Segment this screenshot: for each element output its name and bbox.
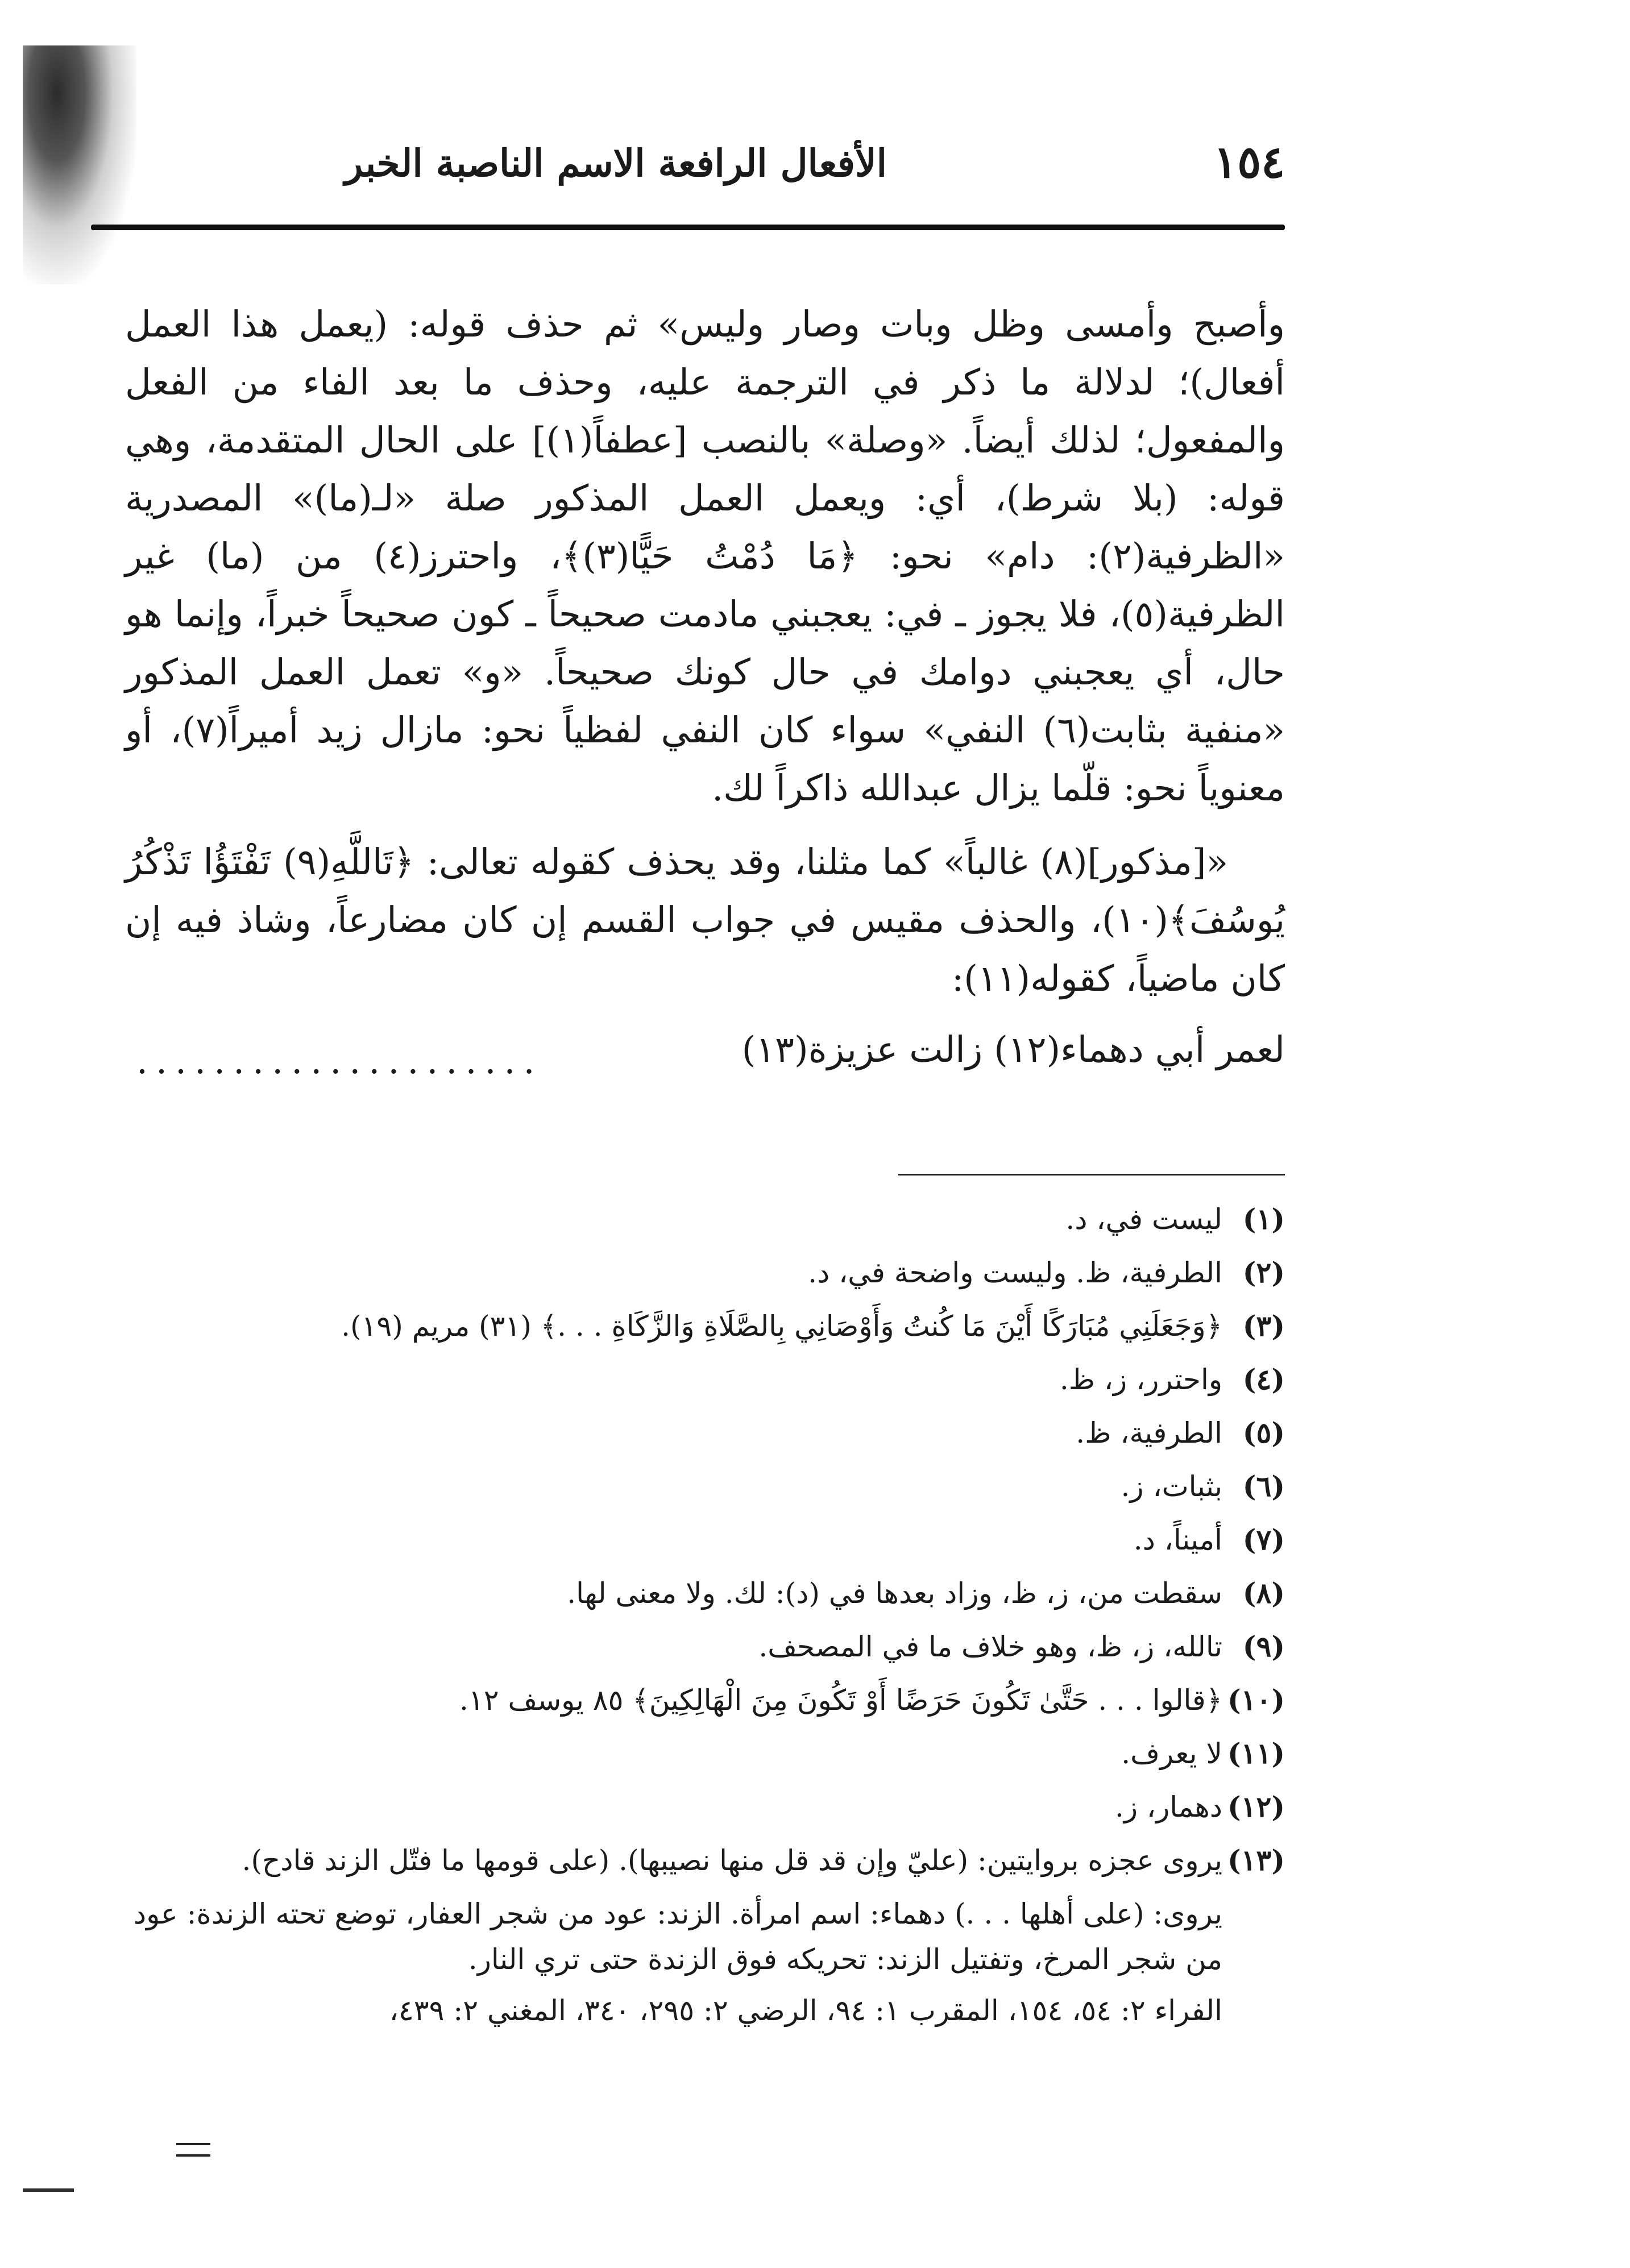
footnote [125,1784,1285,1830]
footnote-text: الطرفية، ظ. [1076,1417,1222,1449]
page-header [102,136,1296,210]
main-text [125,296,1285,1024]
footnote [125,1357,1285,1402]
verse-first-hemistich: لعمر أبي دهماء(١٢) زالت عزيزة(١٣) [741,1029,1285,1070]
footnote-continuation: يروى: (على أهلها . . .) دهماء: اسم امرأة. الزند: عود من شجر العفار، توضع تحته الزندة: عود من شجر المرخ، وتفتيل الزند: تحريكه فوق الزندة حتى تري النار. [133,1897,1222,1976]
footnote-number: (٩) [1242,1630,1285,1663]
footnote [125,1410,1285,1456]
footnote-number: (١١) [1227,1737,1285,1770]
footnote-text: دهمار، ز. [1115,1791,1222,1823]
footnote-text: يروى عجزه بروايتين: (عليّ وإن قد قل منها نصيبها). (على قومها ما فتّل الزند قادح). [242,1844,1222,1877]
footnote [125,1838,1285,1883]
footnote [125,1303,1285,1349]
footnote-separator [898,1174,1285,1175]
footnote-text: أميناً، د. [1133,1523,1222,1556]
footnote-text: لا يعرف. [1121,1737,1222,1770]
footnote [125,1571,1285,1616]
verse-second-hemistich: ..................... [136,1040,543,1082]
footnote [125,1197,1285,1242]
footnote-text: ﴿قالوا . . . حَتَّىٰ تَكُونَ حَرَضًا أَوْ تَكُونَ مِنَ الْهَالِكِينَ﴾ ٨٥ يوسف ١٢. [459,1684,1222,1717]
footnote [125,1677,1285,1723]
footnote [125,1731,1285,1776]
scan-mark-bottom [23,2188,74,2192]
footnote-number: (٣) [1242,1309,1285,1343]
footnote-number: (١) [1242,1202,1285,1236]
footnote [125,1624,1285,1669]
footnote-number: (٧) [1242,1523,1285,1556]
book-page [102,0,1296,2268]
footnote-text: تالله، ز، ظ، وهو خلاف ما في المصحف. [758,1630,1222,1663]
footnote-text: بثبات، ز. [1121,1470,1222,1503]
footnote [125,1250,1285,1295]
footnote-number: (١٠) [1227,1683,1285,1717]
footnote-text: الطرفية، ظ. وليست واضحة في، د. [808,1256,1222,1289]
header-rule [91,225,1285,230]
footnote-number: (١٢) [1227,1790,1285,1823]
footnote-references: الفراء ٢: ٥٤، ١٥٤، المقرب ١: ٩٤، الرضي ٢: ٢٩٥، ٣٤٠، المغني ٢: ٤٣٩، [389,1994,1222,2027]
footnote [125,1517,1285,1563]
footnote-number: (٢) [1242,1256,1285,1289]
footnote-number: (٤) [1242,1363,1285,1396]
footnotes [125,1197,1285,2039]
running-head: الأفعال الرافعة الاسم الناصبة الخبر [345,141,887,185]
footnote-text: سقطت من، ز، ظ، وزاد بعدها في (د): لك. ولا معنى لها. [567,1577,1222,1610]
footnote-number: (١٣) [1227,1843,1285,1877]
footnote-text: ليست في، د. [1065,1203,1222,1236]
footnote-text: ﴿وَجَعَلَنِي مُبَارَكًا أَيْنَ مَا كُنتُ وَأَوْصَانِي بِالصَّلَاةِ وَالزَّكَاةِ . . .﴾ (٣١) مريم (١٩). [341,1310,1222,1343]
footnote [125,1464,1285,1509]
double-rule-mark [176,2143,210,2157]
footnote-text: واحترر، ز، ظ. [1059,1363,1222,1396]
footnote-number: (٦) [1242,1469,1285,1503]
footnote-number: (٥) [1242,1416,1285,1449]
paragraph-1: وأصبح وأمسى وظل وبات وصار وليس» ثم حذف قوله: (يعمل هذا العمل أفعال)؛ لدلالة ما ذكر في الترجمة عليه، وحذف ما بعد الفاء من الفعل والمفعول؛ لذلك أيضاً. «وصلة» بالنصب [عطفاً(١)] على الحال المتقدمة، وهي قوله: (بلا شرط)، أي: ويعمل العمل المذكور صلة «لـ(ما)» المصدرية «الظرفية(٢): دام» نحو: ﴿مَا دُمْتُ حَيًّا(٣)﴾، واحترز(٤) من (ما) غير الظرفية(٥)، فلا يجوز ـ في: يعجبني مادمت صحيحاً ـ كون صحيحاً خبراً، وإنما هو حال، أي يعجبني دوامك في حال كونك صحيحاً. «و» تعمل العمل المذكور «منفية بثابت(٦) النفي» سواء كان النفي لفظياً نحو: مازال زيد أميراً(٧)، أو معنوياً نحو: قلّما يزال عبدالله ذاكراً لك. [125,304,1285,809]
footnote-number: (٨) [1242,1576,1285,1610]
paragraph-2: «[مذكور](٨) غالباً» كما مثلنا، وقد يحذف كقوله تعالى: ﴿تَاللَّهِ(٩) تَفْتَؤُا تَذْكُرُ يُوسُفَ﴾(١٠)، والحذف مقيس في جواب القسم إن كان مضارعاً، وشاذ فيه إن كان ماضياً، كقوله(١١): [125,841,1285,999]
page-number: ١٥٤ [1213,136,1285,188]
